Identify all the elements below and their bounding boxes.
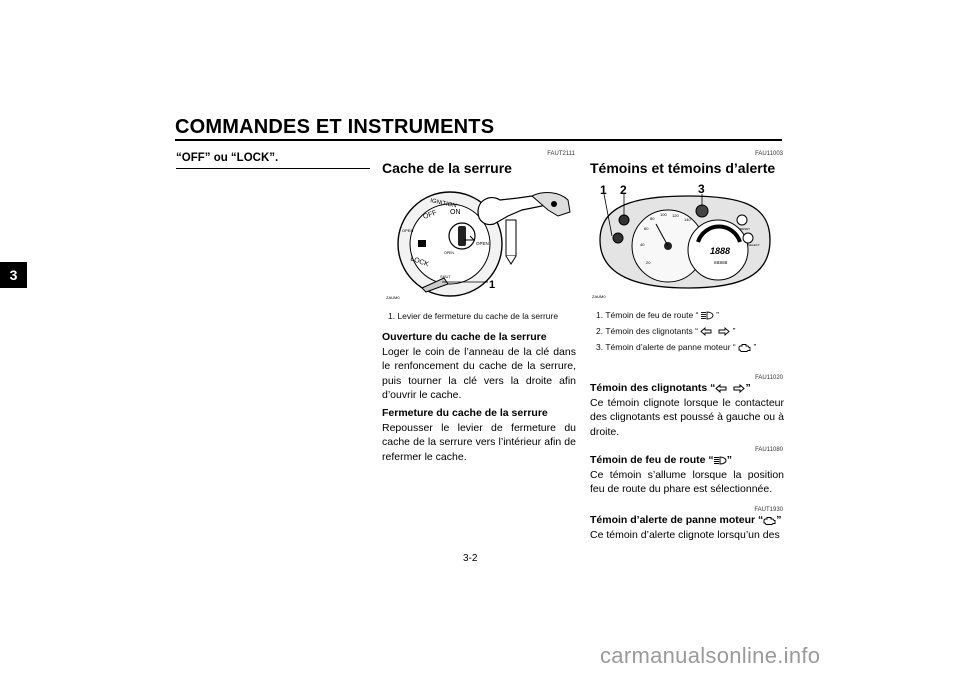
para-opening bbox=[382, 330, 576, 403]
page-number: 3-2 bbox=[463, 553, 478, 564]
captions-list bbox=[596, 307, 788, 355]
section-title-key-cover: Cache de la serrure bbox=[382, 160, 512, 176]
callout-2: 2 bbox=[620, 183, 627, 197]
para-opening-head: Ouverture du cache de la serrure bbox=[382, 331, 547, 343]
tick-40: 40 bbox=[640, 242, 645, 247]
section-code: FAUT1930 bbox=[754, 507, 783, 513]
section-turn-signal-text: Ce témoin clignote lorsque le contacteur des clignotants est poussé à gauche ou à droite. bbox=[590, 396, 784, 438]
chapter-tab: 3 bbox=[0, 262, 27, 288]
dial-label-on: ON bbox=[450, 209, 461, 216]
caption-1: 1. Témoin de feu de route “ ” bbox=[596, 310, 719, 320]
engine-icon bbox=[738, 343, 751, 352]
tick-60: 60 bbox=[644, 226, 649, 231]
engine-icon bbox=[763, 516, 776, 525]
callout-1: 1 bbox=[600, 183, 607, 197]
section-turn-signal bbox=[590, 381, 784, 439]
dial-label-ignition: IGNITION bbox=[429, 198, 457, 210]
section-title-indicators: Témoins et témoins d’alerte bbox=[590, 160, 776, 176]
dial-label-open-small: OPEN bbox=[444, 251, 454, 255]
high-beam-icon bbox=[701, 311, 714, 320]
turn-signal-icon bbox=[700, 327, 730, 336]
column-rule bbox=[176, 168, 370, 169]
label-reset: RESET bbox=[740, 227, 751, 231]
instrument-panel-figure bbox=[590, 180, 786, 302]
turn-signal-icon bbox=[715, 384, 745, 393]
tick-140: 140 bbox=[684, 217, 691, 222]
section-turn-signal-head: Témoin des clignotants “ ” bbox=[590, 382, 751, 394]
figure-code: ZAUM0 bbox=[386, 295, 400, 300]
para-closing-text: Repousser le levier de fermeture du cache de la serrure vers l’intérieur afin de refermer le cache. bbox=[382, 421, 576, 463]
section-high-beam-head: Témoin de feu de route “ ” bbox=[590, 454, 732, 466]
section-code: FAUT2111 bbox=[547, 151, 575, 157]
tick-100: 100 bbox=[660, 212, 667, 217]
section-engine-text: Ce témoin d’alerte clignote lorsqu’un des bbox=[590, 528, 780, 541]
key-cover-figure bbox=[382, 182, 578, 302]
tick-20: 20 bbox=[646, 260, 651, 265]
section-engine bbox=[590, 513, 784, 542]
section-engine-head: Témoin d’alerte de panne moteur “ ” bbox=[590, 514, 782, 526]
figure-callout-1: 1 bbox=[489, 279, 496, 291]
dial-label-shut: SHUT bbox=[440, 274, 451, 279]
section-high-beam bbox=[590, 453, 784, 497]
para-opening-text: Loger le coin de l’anneau de la clé dans le renfoncement du cache de la serrure, puis tourner la clé vers la droite afin d’ouvrir le cache. bbox=[382, 345, 576, 401]
para-closing bbox=[382, 406, 576, 464]
header-rule bbox=[175, 139, 782, 141]
watermark-link[interactable]: carmanualsonline.info bbox=[600, 643, 821, 668]
label-select: SELECT bbox=[748, 243, 760, 247]
section-high-beam-text: Ce témoin s’allume lorsque la position feu de route du phare est sélectionnée. bbox=[590, 468, 784, 495]
section-code: FAU11003 bbox=[755, 151, 783, 157]
section-code: FAU11080 bbox=[755, 447, 783, 453]
callout-3: 3 bbox=[698, 182, 705, 196]
tick-80: 80 bbox=[650, 216, 655, 221]
caption-2: 2. Témoin des clignotants “ ” bbox=[596, 326, 736, 336]
high-beam-icon bbox=[714, 456, 727, 465]
odo-digits: 88888 bbox=[714, 261, 728, 266]
dial-label-off: OFF bbox=[422, 209, 438, 221]
caption-3: 3. Témoin d’alerte de panne moteur “ ” bbox=[596, 342, 757, 352]
dial-label-lock: LOCK bbox=[409, 255, 430, 269]
continued-text: “OFF” ou “LOCK”. bbox=[176, 152, 279, 164]
section-code: FAU11020 bbox=[755, 375, 783, 381]
page-header-title: COMMANDES ET INSTRUMENTS bbox=[175, 116, 495, 138]
dial-label-open-left: OPEN bbox=[402, 228, 414, 233]
lcd-digits: 1888 bbox=[710, 246, 731, 256]
tick-120: 120 bbox=[672, 213, 679, 218]
para-closing-head: Fermeture du cache de la serrure bbox=[382, 407, 548, 419]
figure-code: ZAUM0 bbox=[592, 294, 606, 299]
figure-caption: 1. Levier de fermeture du cache de la serrure bbox=[388, 311, 559, 321]
dial-label-open: OPEN bbox=[476, 241, 489, 246]
